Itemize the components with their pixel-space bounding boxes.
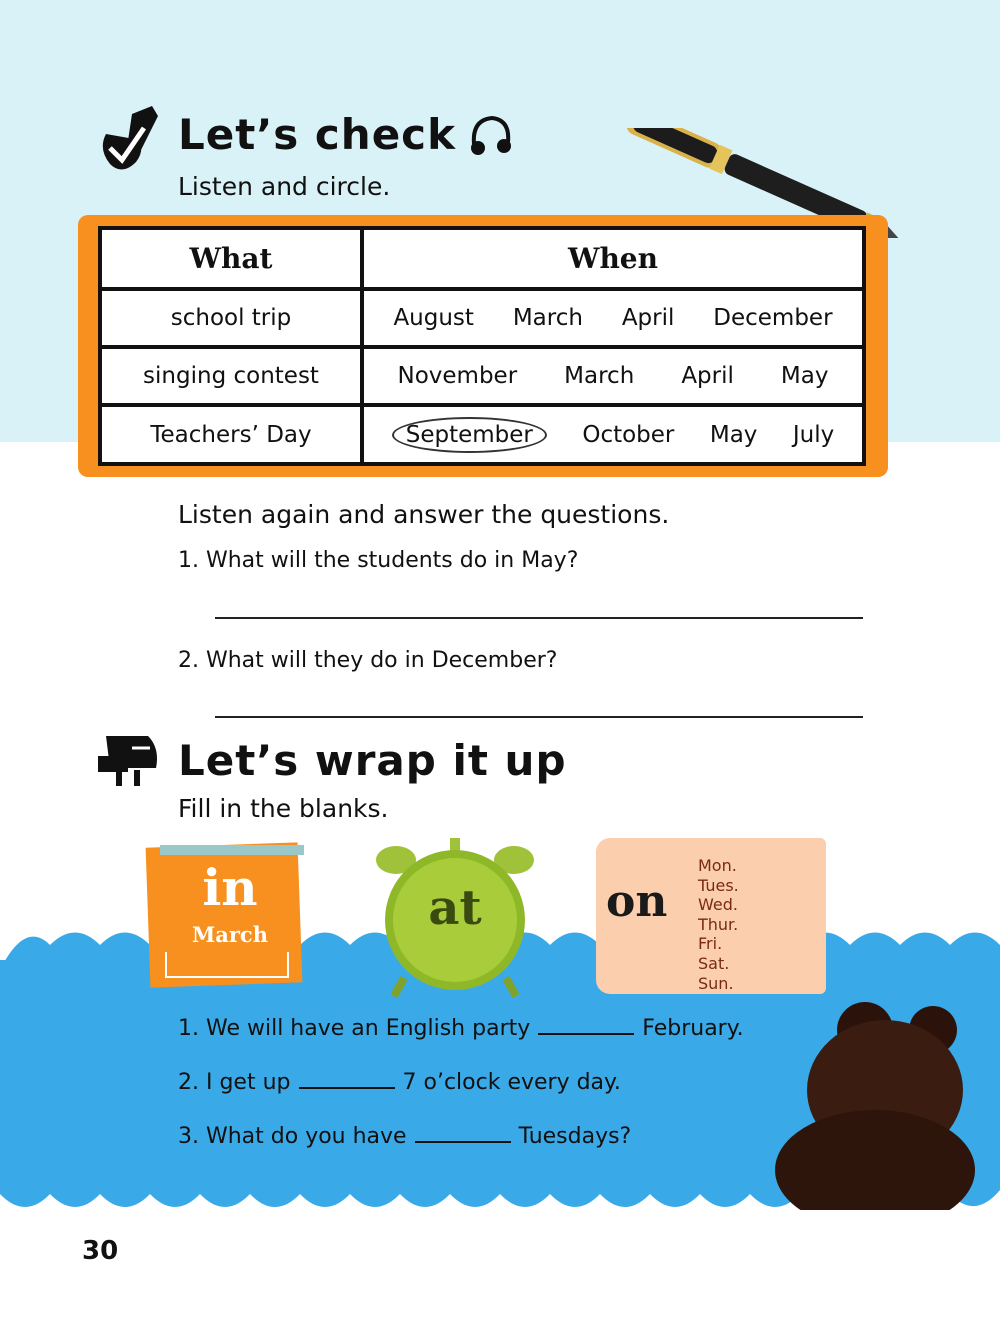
month-option[interactable]: August xyxy=(393,304,474,331)
page-number: 30 xyxy=(82,1236,119,1266)
table-row xyxy=(100,289,864,347)
in-card-outline xyxy=(165,952,289,978)
day-label: Sun. xyxy=(698,973,734,993)
days-list xyxy=(698,856,739,993)
day-label: Wed. xyxy=(698,895,738,915)
blank-field[interactable] xyxy=(415,1141,511,1143)
instruction-fill-blanks: Fill in the blanks. xyxy=(178,794,389,823)
month-option[interactable]: March xyxy=(512,304,583,331)
sentence-3 xyxy=(178,1124,631,1149)
month-option[interactable]: April xyxy=(681,363,734,390)
day-label: Fri. xyxy=(698,934,723,954)
sentence-text: 1. We will have an English party xyxy=(178,1016,531,1041)
sentence-text: 3. What do you have xyxy=(178,1124,407,1149)
sentence-1 xyxy=(178,1016,744,1041)
months-cell xyxy=(362,347,864,405)
event-cell: school trip xyxy=(100,289,362,347)
instruction-listen-circle: Listen and circle. xyxy=(178,172,391,201)
day-label: Mon. xyxy=(698,856,737,875)
month-option[interactable]: July xyxy=(792,421,835,448)
day-label: Sat. xyxy=(698,953,730,973)
sentence-2 xyxy=(178,1070,621,1095)
answer-line-1[interactable] xyxy=(215,617,863,619)
month-option[interactable]: December xyxy=(713,304,833,331)
months-cell xyxy=(362,405,864,464)
day-label: Thur. xyxy=(698,914,739,934)
board-icon xyxy=(96,732,162,788)
month-option[interactable]: November xyxy=(397,363,518,390)
answer-line-2[interactable] xyxy=(215,716,863,718)
pencil-check-icon xyxy=(96,104,162,176)
table-header-what: What xyxy=(100,228,362,289)
in-card-sub: March xyxy=(192,922,268,947)
blank-field[interactable] xyxy=(299,1087,395,1089)
question-1: 1. What will the students do in May? xyxy=(178,548,579,573)
section-title-check: Let’s check xyxy=(178,110,457,159)
instruction-listen-again: Listen again and answer the questions. xyxy=(178,500,670,529)
months-cell xyxy=(362,289,864,347)
at-card-word: at xyxy=(428,880,482,936)
table-row xyxy=(100,347,864,405)
sentence-text: February. xyxy=(642,1016,744,1041)
event-cell: singing contest xyxy=(100,347,362,405)
sentence-text: Tuesdays? xyxy=(518,1124,632,1149)
month-option[interactable]: March xyxy=(564,363,635,390)
on-card-word: on xyxy=(606,876,668,927)
section-title-wrap: Let’s wrap it up xyxy=(178,736,567,785)
question-2: 2. What will they do in December? xyxy=(178,648,558,673)
in-card-word: in xyxy=(202,858,258,917)
event-cell: Teachers’ Day xyxy=(100,405,362,464)
table-header-when: When xyxy=(362,228,864,289)
blank-field[interactable] xyxy=(538,1033,634,1035)
bear-illustration xyxy=(765,1000,975,1210)
month-option[interactable]: May xyxy=(709,421,758,448)
in-card-top-strip xyxy=(160,845,304,855)
listen-circle-table xyxy=(98,226,866,466)
month-option[interactable]: April xyxy=(621,304,675,331)
table-row xyxy=(100,405,864,464)
sentence-text: 7 o’clock every day. xyxy=(402,1070,621,1095)
day-label: Tues. xyxy=(698,875,739,895)
headphones-icon xyxy=(466,114,514,160)
month-option-circled[interactable]: September xyxy=(392,417,547,453)
month-option[interactable]: October xyxy=(582,421,675,448)
sentence-text: 2. I get up xyxy=(178,1070,291,1095)
month-option[interactable]: May xyxy=(780,363,829,390)
